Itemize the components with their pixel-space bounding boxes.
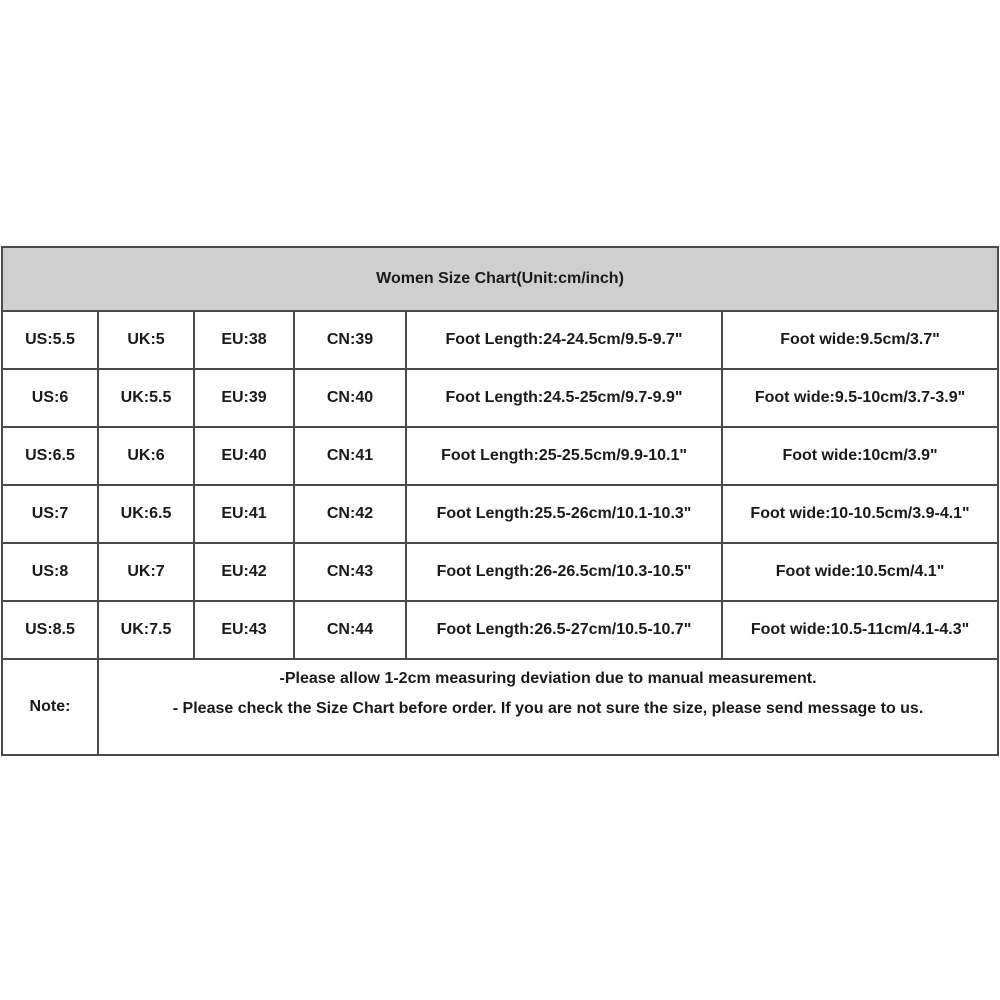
eu-size-cell: EU:38 bbox=[194, 311, 294, 369]
foot-width-cell: Foot wide:10cm/3.9" bbox=[722, 427, 998, 485]
cn-size-cell: CN:42 bbox=[294, 485, 406, 543]
foot-width-cell: Foot wide:9.5-10cm/3.7-3.9" bbox=[722, 369, 998, 427]
table-row bbox=[2, 369, 998, 427]
note-line-check-chart: - Please check the Size Chart before order. If you are not sure the size, please send message to us. bbox=[172, 700, 924, 717]
foot-width-cell: Foot wide:10.5-11cm/4.1-4.3" bbox=[722, 601, 998, 659]
us-size-cell: US:8 bbox=[2, 543, 98, 601]
us-size-cell: US:6.5 bbox=[2, 427, 98, 485]
us-size-cell: US:7 bbox=[2, 485, 98, 543]
foot-length-cell: Foot Length:26-26.5cm/10.3-10.5" bbox=[406, 543, 722, 601]
table-row bbox=[2, 601, 998, 659]
foot-length-cell: Foot Length:24-24.5cm/9.5-9.7" bbox=[406, 311, 722, 369]
eu-size-cell: EU:41 bbox=[194, 485, 294, 543]
eu-size-cell: EU:42 bbox=[194, 543, 294, 601]
foot-width-cell: Foot wide:10.5cm/4.1" bbox=[722, 543, 998, 601]
cn-size-cell: CN:40 bbox=[294, 369, 406, 427]
cn-size-cell: CN:41 bbox=[294, 427, 406, 485]
table-row bbox=[2, 485, 998, 543]
table-row bbox=[2, 427, 998, 485]
uk-size-cell: UK:7.5 bbox=[98, 601, 194, 659]
note-label: Note: bbox=[2, 659, 98, 755]
size-chart-table bbox=[1, 246, 999, 756]
chart-title: Women Size Chart(Unit:cm/inch) bbox=[2, 247, 998, 311]
foot-width-cell: Foot wide:10-10.5cm/3.9-4.1" bbox=[722, 485, 998, 543]
foot-length-cell: Foot Length:26.5-27cm/10.5-10.7" bbox=[406, 601, 722, 659]
us-size-cell: US:5.5 bbox=[2, 311, 98, 369]
us-size-cell: US:8.5 bbox=[2, 601, 98, 659]
uk-size-cell: UK:6 bbox=[98, 427, 194, 485]
eu-size-cell: EU:40 bbox=[194, 427, 294, 485]
table-row bbox=[2, 311, 998, 369]
cn-size-cell: CN:44 bbox=[294, 601, 406, 659]
us-size-cell: US:6 bbox=[2, 369, 98, 427]
uk-size-cell: UK:7 bbox=[98, 543, 194, 601]
note-line-deviation: -Please allow 1-2cm measuring deviation due to manual measurement. bbox=[279, 670, 817, 687]
note-lines bbox=[99, 660, 997, 754]
title-row bbox=[2, 247, 998, 311]
foot-length-cell: Foot Length:25-25.5cm/9.9-10.1" bbox=[406, 427, 722, 485]
foot-length-cell: Foot Length:25.5-26cm/10.1-10.3" bbox=[406, 485, 722, 543]
uk-size-cell: UK:5 bbox=[98, 311, 194, 369]
note-content bbox=[98, 659, 998, 755]
eu-size-cell: EU:39 bbox=[194, 369, 294, 427]
table-row bbox=[2, 543, 998, 601]
uk-size-cell: UK:5.5 bbox=[98, 369, 194, 427]
uk-size-cell: UK:6.5 bbox=[98, 485, 194, 543]
foot-length-cell: Foot Length:24.5-25cm/9.7-9.9" bbox=[406, 369, 722, 427]
eu-size-cell: EU:43 bbox=[194, 601, 294, 659]
cn-size-cell: CN:43 bbox=[294, 543, 406, 601]
foot-width-cell: Foot wide:9.5cm/3.7" bbox=[722, 311, 998, 369]
note-row bbox=[2, 659, 998, 755]
cn-size-cell: CN:39 bbox=[294, 311, 406, 369]
